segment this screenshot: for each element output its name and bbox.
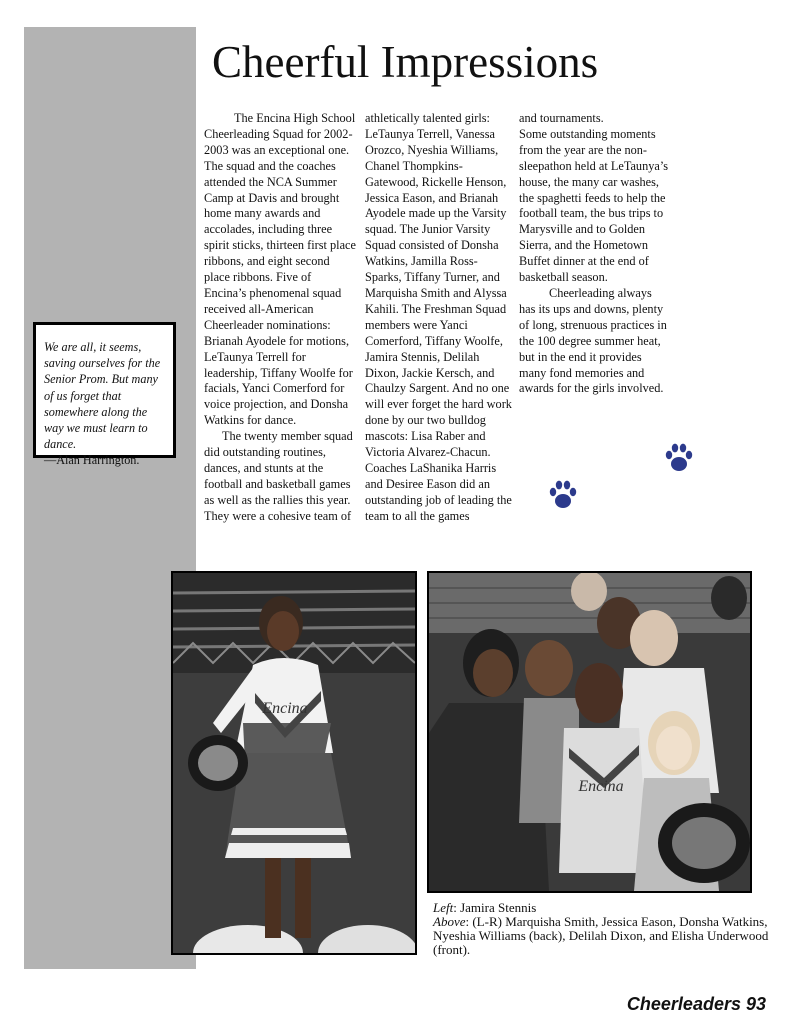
uniform-text: Encina [578,778,624,795]
paw-print-icon [548,479,578,511]
article-column-2 [365,111,513,525]
article-paragraph: and tournaments. [519,111,604,125]
caption-left-text: : Jamira Stennis [453,900,537,915]
article-paragraph: athletically talented girls: LeTaunya Terrell, Vanessa Orozco, Nyeshia Williams, Chanel Thompkins-Gatewood, Rickelle Henson, Jessica Eason, and Brianah Ayodele made up the Varsity squad. The Junior Varsity Squad consisted of Donsha Watkins, Jamilla Ross-Sparks, Tiffany Turner, and Marquisha Smith and Alyssa Kahili. The Freshman Squad members were Yanci Comerford, Tiffany Woolfe, Jamira Stennis, Delilah Dixon, Jackie Kersch, and Chaulzy Sargent. And no one will ever forget the hard work done by our two bulldog mascots: Lisa Raber and Victoria Alvarez-Chacun. Coaches LaShanika Harris and Desiree Eason did an outstanding job of leading the team to all the games [365,111,512,523]
article-paragraph: Cheerleading always has its ups and downs, plenty of long, strenuous practices in the 100 degree summer heat, but in the end it provides many fond memories and awards for the girls involved. [519,285,667,396]
article-paragraph: The Encina High School Cheerleading Squad for 2002-2003 was an exceptional one. The squad and the coaches attended the NCA Summer Camp at Davis and brought home many awards and accolades, including three spirit sticks, thirteen first place ribbons, and eight second place ribbons. Five of Encina’s phenomenal squad received all-American Cheerleader nominations: Brianah Ayodele for motions, LeTaunya Terrell for leadership, Tiffany Woolfe for facials, Yanci Comerford for voice projection, and Donsha Watkins for dance. [204,111,356,428]
article-column-1 [204,111,356,525]
article-column-3 [519,111,669,397]
article-paragraph: The twenty member squad did outstanding routines, dances, and stunts at the football and basketball games as well as the rallies this year. They were a cohesive team of [204,429,353,523]
quote-author: —Alan Harrington. [44,453,140,468]
caption-left-label: Left [433,900,454,915]
photo-caption [433,901,773,957]
paw-print-icon [664,442,694,474]
page-footer: Cheerleaders 93 [626,994,766,1014]
caption-above-label: Above [433,914,466,929]
article-paragraph: Some outstanding moments from the year are the non-sleepathon held at LeTaunya’s house, the many car washes, the spaghetti feeds to help the football team, the bus trips to Marysville and to Golden Sierra, and the Hometown Buffet dinner at the end of basketball season. [519,126,669,285]
page-title: Cheerful Impressions [212,37,599,87]
caption-above-text: : (L-R) Marquisha Smith, Jessica Eason, Donsha Watkins, Nyeshia Williams (back), Delilah Dixon, and Elisha Underwood (front). [433,914,769,957]
uniform-text: Encina [262,700,308,717]
photo-jamira-stennis [171,571,417,955]
quote-text: We are all, it seems, saving ourselves for the Senior Prom. But many of us forget that somewhere along the way we must learn to dance. [44,340,161,452]
photo-group [427,571,752,893]
quote-box [33,322,176,468]
